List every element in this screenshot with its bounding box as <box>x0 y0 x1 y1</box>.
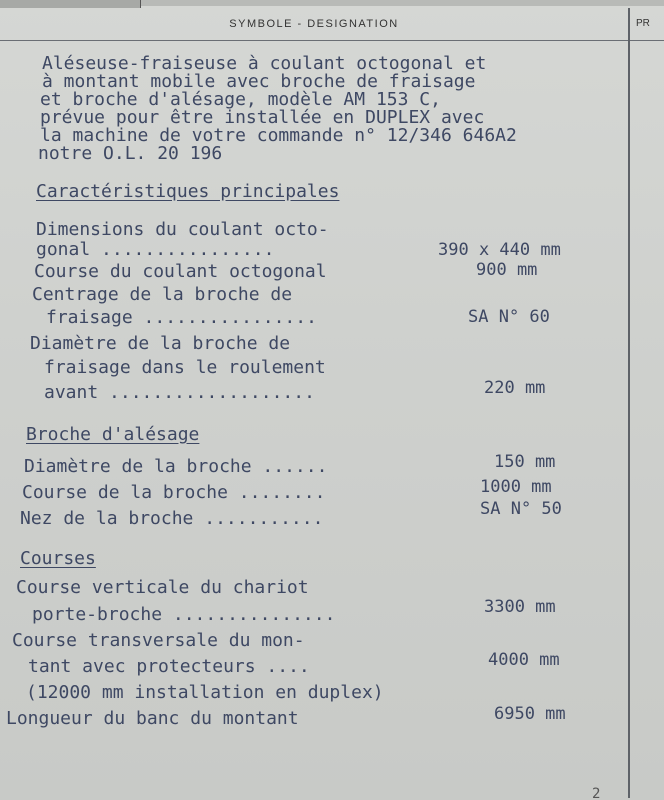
spec-line: tant avec protecteurs .... <box>28 656 310 677</box>
spec-value: 900 mm <box>476 260 538 280</box>
intro-line: à montant mobile avec broche de fraisage <box>42 71 476 92</box>
spec-value: SA N° 50 <box>480 499 562 519</box>
column-title-fragment: PR <box>636 18 650 29</box>
spec-line: Course verticale du chariot <box>16 577 309 598</box>
spec-line: Nez de la broche ........... <box>20 508 324 529</box>
spec-line: (12000 mm installation en duplex) <box>26 682 384 703</box>
spec-line: Course transversale du mon- <box>12 630 305 651</box>
spec-line: Course de la broche ........ <box>22 482 326 503</box>
section-heading-main: Caractéristiques principales <box>36 181 340 202</box>
intro-line: notre O.L. 20 196 <box>38 143 223 164</box>
spec-value: 1000 mm <box>480 477 552 497</box>
spec-line: gonal ................ <box>36 239 275 260</box>
spec-line: Diamètre de la broche de <box>30 333 291 354</box>
intro-line: prévue pour être installée en DUPLEX avec <box>40 107 485 128</box>
header-left-tab <box>0 0 141 8</box>
spec-line: porte-broche ............... <box>32 604 336 625</box>
spec-line: fraisage ................ <box>46 307 317 328</box>
spec-value: SA N° 60 <box>468 307 550 327</box>
column-divider <box>628 8 630 798</box>
column-title: SYMBOLE - DESIGNATION <box>229 18 399 30</box>
spec-line: Longueur du banc du montant <box>6 708 299 729</box>
page-number-fragment: 2 <box>592 786 601 800</box>
spec-value: 6950 mm <box>494 704 566 724</box>
spec-value: 150 mm <box>494 452 556 472</box>
spec-value: 4000 mm <box>488 650 560 670</box>
spec-value: 390 x 440 mm <box>438 240 561 260</box>
page-header <box>0 0 664 41</box>
intro-line: la machine de votre commande n° 12/346 646A2 <box>40 125 517 146</box>
intro-line: Aléseuse-fraiseuse à coulant octogonal et <box>42 53 487 74</box>
intro-line: et broche d'alésage, modèle AM 153 C, <box>40 89 441 110</box>
spec-line: Centrage de la broche de <box>32 284 293 305</box>
section-heading-strokes: Courses <box>20 548 96 569</box>
spec-line: Diamètre de la broche ...... <box>24 456 328 477</box>
spec-line: fraisage dans le roulement <box>44 357 326 378</box>
spec-line: avant ................... <box>44 382 315 403</box>
spec-line: Course du coulant octogonal <box>34 261 327 282</box>
spec-value: 3300 mm <box>484 597 556 617</box>
spec-value: 220 mm <box>484 378 546 398</box>
section-heading-boring: Broche d'alésage <box>26 424 200 445</box>
spec-line: Dimensions du coulant octo- <box>36 219 329 240</box>
